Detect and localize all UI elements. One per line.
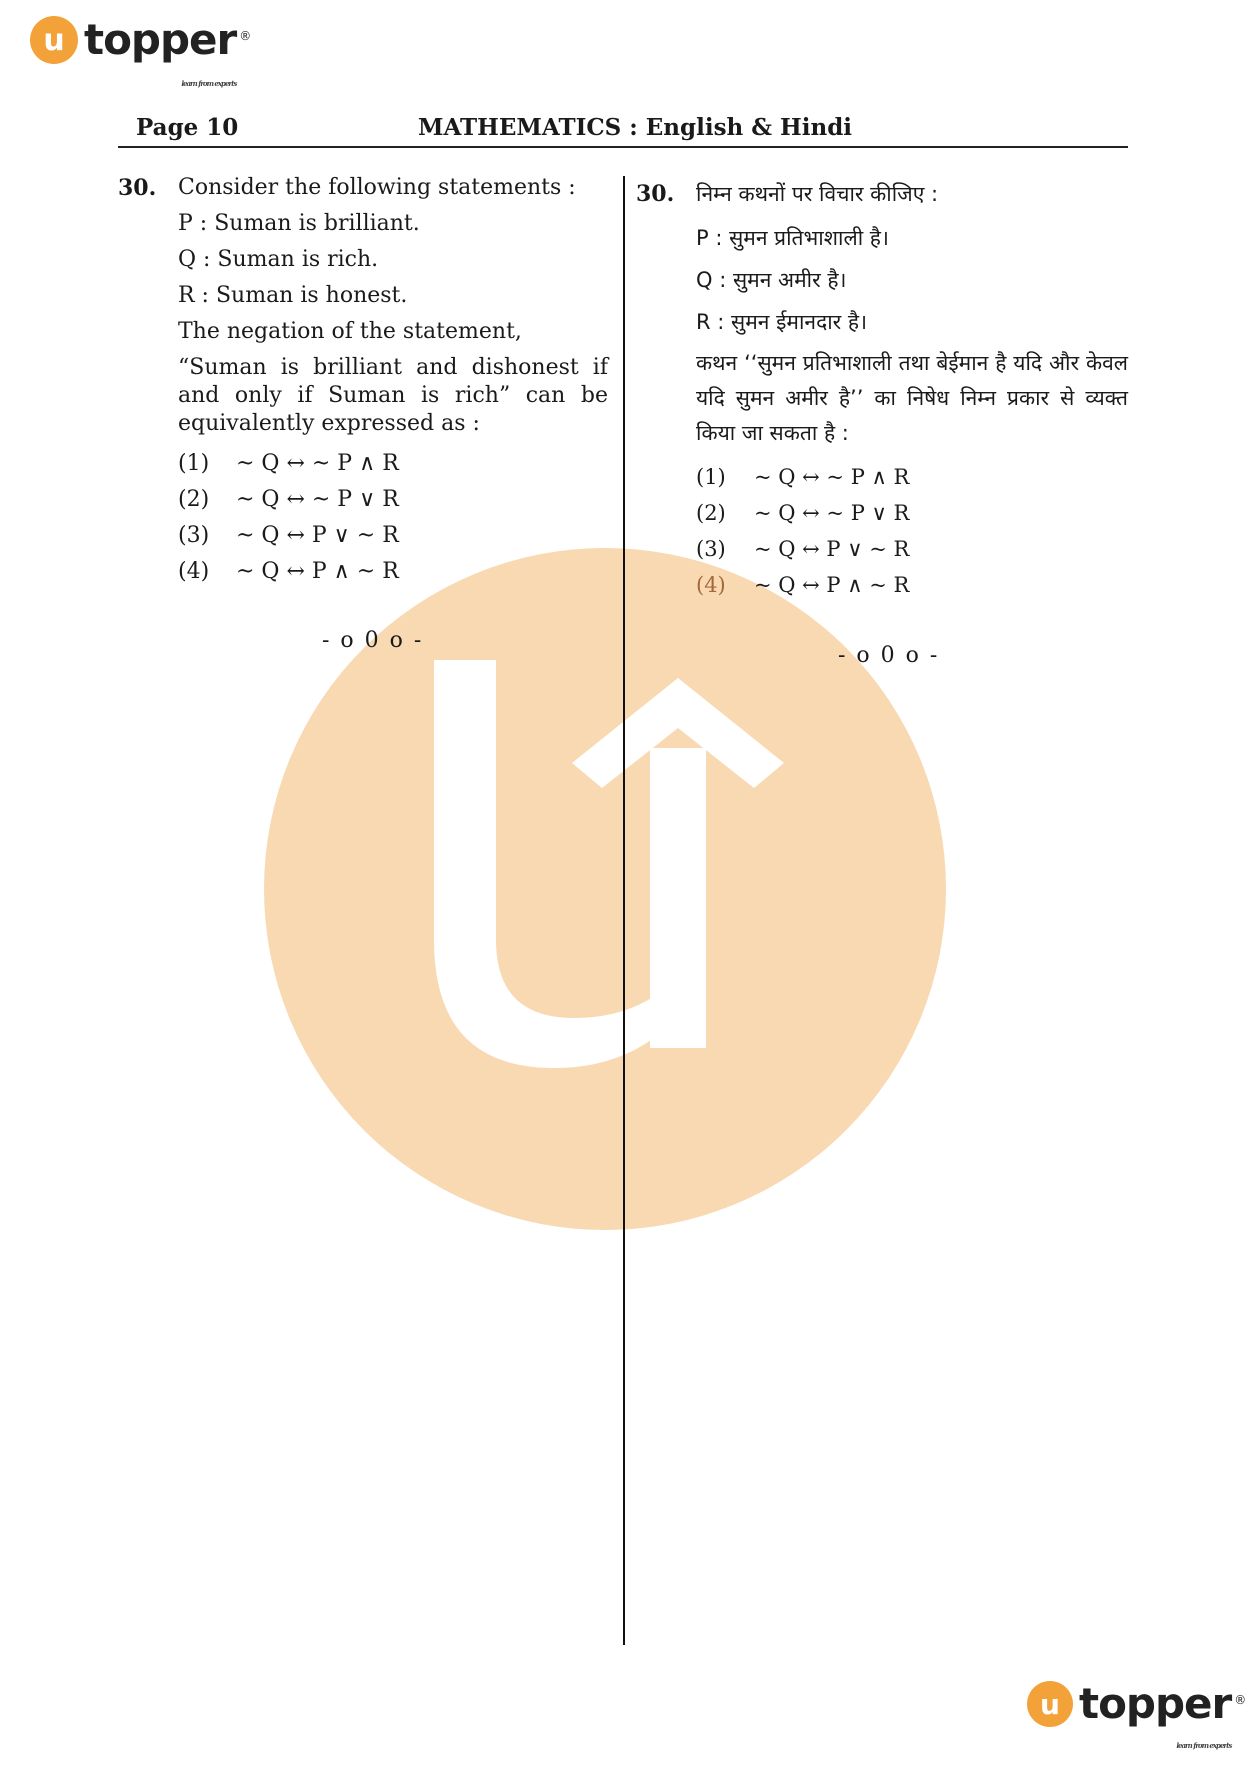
option-expression: ~ Q ↔ P ∧ ~ R [236,559,399,584]
option-1[interactable] [696,459,1128,495]
brand-wordmark [1079,1679,1245,1750]
brand-badge-icon: u [1027,1681,1073,1727]
option-label: (2) [696,501,726,525]
brand-badge-icon: u [30,16,78,64]
option-expression: ~ Q ↔ ~ P ∨ R [236,487,399,512]
negation-lead: The negation of the statement, [178,319,522,344]
end-mark: - o 0 o - [838,643,940,668]
option-expression: ~ Q ↔ ~ P ∧ R [754,465,910,489]
option-label: (3) [178,523,210,548]
option-label: (1) [178,451,210,476]
option-expression: ~ Q ↔ ~ P ∧ R [236,451,399,476]
question-body [178,170,608,590]
brand-tagline: learn from experts [1176,1741,1232,1750]
end-mark: - o 0 o - [322,628,424,653]
option-expression: ~ Q ↔ P ∨ ~ R [236,523,399,548]
question-number: 30. [636,181,675,207]
brand-name: topper [1079,1679,1232,1728]
page-title: MATHEMATICS : English & Hindi [418,114,853,141]
option-4[interactable] [178,554,608,590]
option-label: (1) [696,465,726,489]
option-label: (4) [696,573,726,597]
question-prompt: Consider the following statements : [178,175,576,200]
question-body [696,176,1128,603]
registered-mark: ® [1234,1693,1245,1707]
statement-p: P : Suman is brilliant. [178,211,420,236]
column-divider [623,176,625,1645]
option-list [178,446,608,590]
option-label: (3) [696,537,726,561]
statement-r: R : Suman is honest. [178,283,408,308]
page-header [118,112,1128,148]
option-3[interactable] [178,518,608,554]
brand-tagline: learn from experts [181,79,237,88]
question-number: 30. [118,175,157,201]
option-expression: ~ Q ↔ P ∧ ~ R [754,573,910,597]
option-expression: ~ Q ↔ P ∨ ~ R [754,537,910,561]
statement-p: P : सुमन प्रतिभाशाली है। [696,226,889,250]
question-quote: “Suman is brilliant and dishonest if and only if Suman is rich” can be equivalently expressed as : [178,355,608,436]
option-list [696,459,1128,603]
option-2[interactable] [696,495,1128,531]
option-2[interactable] [178,482,608,518]
question-prompt: निम्न कथनों पर विचार कीजिए : [696,182,939,206]
statement-q: Q : Suman is rich. [178,247,379,272]
brand-wordmark [84,15,251,88]
brand-logo-bottom [1027,1679,1245,1750]
option-label: (4) [178,559,210,584]
option-expression: ~ Q ↔ ~ P ∨ R [754,501,910,525]
statement-r: R : सुमन ईमानदार है। [696,310,868,334]
brand-name: topper [84,15,237,64]
registered-mark: ® [239,29,251,43]
question-quote: कथन ‘‘सुमन प्रतिभाशाली तथा बेईमान है यदि और केवल यदि सुमन अमीर है’’ का निषेध निम्न प्रकार से व्यक्त किया जा सकता है : [696,351,1128,445]
option-3[interactable] [696,531,1128,567]
statement-q: Q : सुमन अमीर है। [696,268,847,292]
page-number: Page 10 [136,114,239,141]
brand-logo-top [30,15,251,88]
option-1[interactable] [178,446,608,482]
option-label: (2) [178,487,210,512]
option-4[interactable] [696,567,1128,603]
